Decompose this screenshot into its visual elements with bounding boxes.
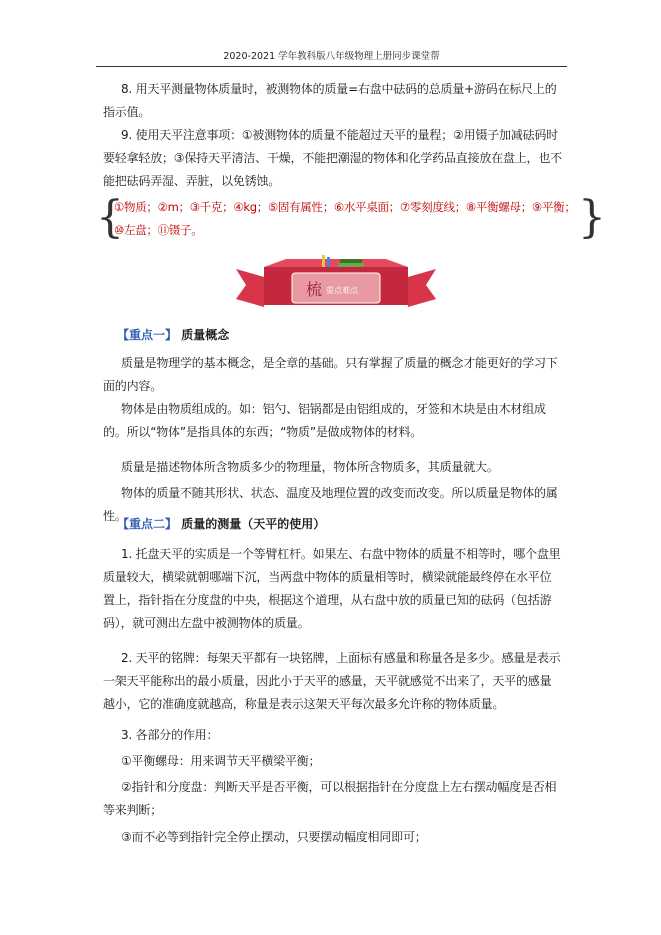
banner-char: 梳 [306,280,323,299]
s1-paragraph-3: 质量是描述物体所含物质多少的物理量，物体所含物质多，其质量就大。 [121,460,499,474]
section-2-title: 【重点二】 质量的测量（天平的使用） [117,517,326,531]
s2-paragraph-6: ③而不必等到指针完全停止摆动，只要摆动幅度相同即可； [121,830,427,844]
s1-paragraph-2: 物体是由物质组成的。如：铝勺、铝锅都是由铝组成的，牙签和木块是由木材组成的。所以“物体”是指具体的东西；“物质”是做成物体的材料。 [103,402,546,439]
answer-text [114,196,584,242]
banner-label: 重点难点 [326,286,358,295]
right-brace: } [578,192,606,243]
s2-paragraph-5: ②指针和分度盘：判断天平是否平衡，可以根据指针在分度盘上左右摆动幅度是否相等来判断； [103,780,557,817]
page-header: 2020-2021 学年教科版八年级物理上册同步课堂帮 [96,48,567,67]
s2-paragraph-2: 2. 天平的铭牌：每架天平都有一块铭牌，上面标有感量和称量各是多少。感量是表示一架天平能称出的最小质量，因此小于天平的感量，天平就感觉不出来了，天平的感量越小，它的准确度就越高，称量是表示这架天平每次最多允许称的物体质量。 [103,651,561,711]
item-8: 8. 用天平测量物体质量时，被测物体的质量=右盘中砝码的总质量+游码在标尺上的指示值。 [103,82,557,119]
s1-paragraph-1: 质量是物理学的基本概念，是全章的基础。只有掌握了质量的概念才能更好的学习下面的内容。 [103,356,558,393]
s2-paragraph-1: 1. 托盘天平的实质是一个等臂杠杆。如果左、右盘中物体的质量不相等时，哪个盘里质量较大，横梁就朝哪端下沉，当两盘中物体的质量相等时，横梁就能最终停在水平位置上，指针指在分度盘的中央，根据这个道理，从右盘中放的质量已知的砝码（包括游码），就可测出左盘中被测物体的质量。 [103,547,561,630]
section-1-title: 【重点一】 质量概念 [117,328,230,342]
left-brace: { [96,192,124,243]
books-icon [338,259,364,267]
s2-paragraph-4: ①平衡螺母：用来调节天平横梁平衡； [121,754,321,768]
s1-paragraph-4: 物体的质量不随其形状、状态、温度及地理位置的改变而改变。所以质量是物体的属性。 [103,486,558,523]
s2-paragraph-3: 3. 各部分的作用： [121,728,219,742]
key-points-banner [236,255,436,311]
answer-line-2: ⑩左盘；⑪镊子。 [114,223,203,237]
answer-box [96,194,606,244]
item-9: 9. 使用天平注意事项：①被测物体的质量不能超过天平的量程；②用镊子加减砝码时要轻拿轻放；③保持天平清洁、干燥，不能把潮湿的物体和化学药品直接放在盘上，也不能把砝码弄湿、弄脏，以免锈蚀。 [103,128,562,188]
answer-line-1: ①物质；②m；③千克；④kg；⑤固有属性；⑥水平桌面；⑦零刻度线；⑧平衡螺母；⑨平衡； [114,200,576,214]
